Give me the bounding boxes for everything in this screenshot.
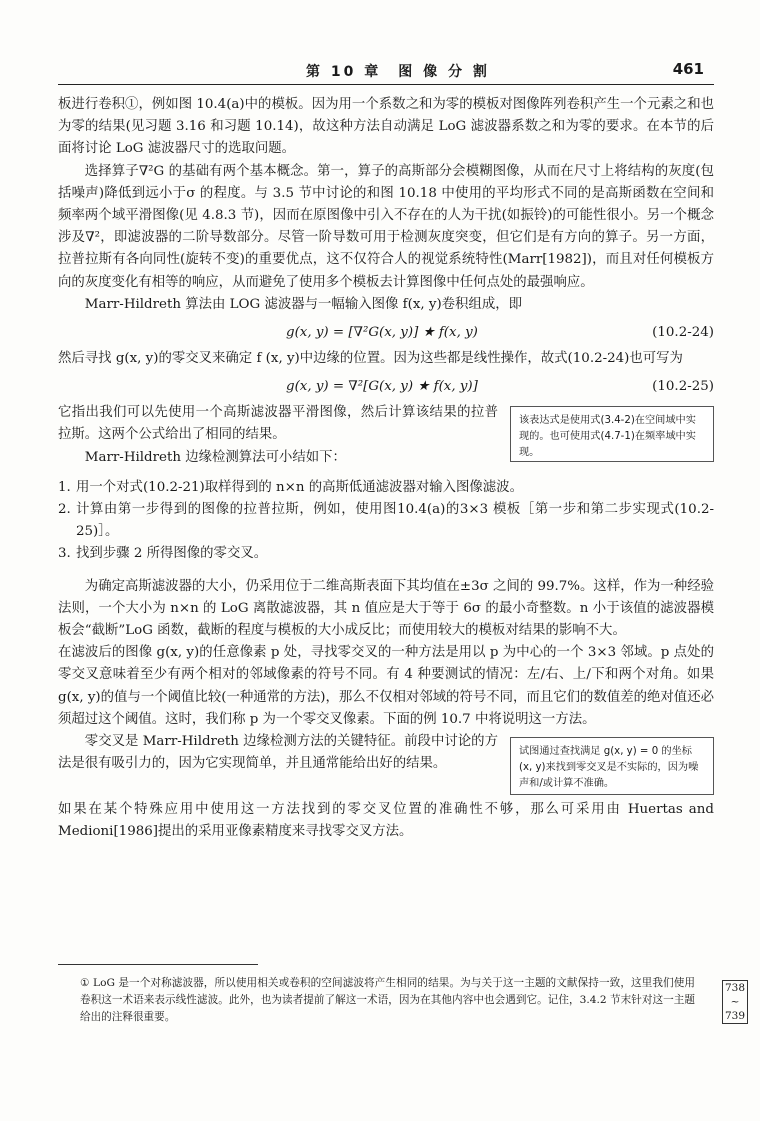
paragraph-10: 如果在某个特殊应用中使用这一方法找到的零交叉位置的准确性不够，那么可采用由 Huertas and Medioni[1986]提出的采用亚像素精度来寻找零交叉方法。 [58,802,714,840]
sidenote-box: 该表达式是使用式(3.4-2)在空间域中实现的。也可使用式(4.7-1)在频率域中实现。 [510,406,714,462]
paragraph-2: 选择算子∇²G 的基础有两个基本概念。第一，算子的高斯部分会模糊图像，从而在尺寸上将结构的灰度(包括噪声)降低到远小于σ 的程度。与 3.5 节中讨论的和图 10.18 中使用的平均形式不同的是高斯函数在空间和频率两个域平滑图像(见 4.8.3 节)，因而在原图像中引入不存在的人为干扰(如振铃)的可能性很小。另一个概念涉及∇²，即滤波器的二阶导数部分。尽管一阶导数可用于检测灰度突变，但它们是有方向的算子。另一方面，拉普拉斯有各向同性(旋转不变)的重要优点，这不仅符合人的视觉系统特性(Marr[1982])，而且对任何模板方向的灰度变化有相等的响应，从而避免了使用多个模板去计算图像中任何点处的最强响应。 [58,163,714,290]
algorithm-steps [58,477,714,566]
paragraph-8: 在滤波后的图像 g(x, y)的任意像素 p 处，寻找零交叉的一种方法是用以 p 为中心的一个 3×3 邻域。p 点处的零交叉意味着至少有两个相对的邻域像素的符号不同。有 4 种要测试的情况：左/右、上/下和两个对角。如果 g(x, y)的值与一个阈值比较(一种通常的方法)，那么不仅相对邻域的符号不同，而且它们的数值差的绝对值还必须超过这个阈值。这时，我们称 p 为一个零交叉像素。下面的例 10.7 中将说明这一方法。 [58,645,714,727]
sidenote-box: 试图通过查找满足 g(x, y) = 0 的坐标(x, y)来找到零交叉是不实际的，因为噪声和/或计算不准确。 [510,737,714,795]
margin-page-reference [722,980,748,1024]
paragraph-6: Marr-Hildreth 边缘检测算法可小结如下： [84,449,346,465]
equation-expression: g(x, y) = [∇²G(x, y)] ★ f(x, y) [286,325,478,341]
page-number: 461 [672,60,704,78]
paragraph-5: 它指出我们可以先使用一个高斯滤波器平滑图像，然后计算该结果的拉普拉斯。这两个公式给出了相同的结果。 [58,405,498,443]
paragraph-3: Marr-Hildreth 算法由 LOG 滤波器与一幅输入图像 f(x, y)卷积组成，即 [84,296,523,312]
margin-ref-top: 738 [724,982,746,994]
list-item [58,499,714,543]
list-item [58,543,714,565]
margin-ref-mid: ~ [730,996,740,1008]
paragraph-4: 然后寻找 g(x, y)的零交叉来确定 f (x, y)中边缘的位置。因为这些都是线性操作，故式(10.2-24)也可写为 [58,351,683,367]
section-with-sidenote-2 [58,642,714,731]
step-text: 计算由第一步得到的图像的拉普拉斯，例如，使用图10.4(a)的3×3 模板［第一步和第二步实现式(10.2-25)］。 [76,502,714,540]
paragraph-1: 板进行卷积①，例如图 10.4(a)中的模板。因为用一个系数之和为零的模板对图像阵列卷积产生一个元素之和也为零的结果(见习题 3.16 和习题 10.14)，故这种方法自动满足 LoG 滤波器系数之和为零的要求。在本节的后面将讨论 LoG 滤波器尺寸的选取问题。 [58,97,714,157]
margin-ref-bottom: 739 [724,1010,746,1022]
step-text: 用一个对式(10.2-21)取样得到的 n×n 的高斯低通滤波器对输入图像滤波。 [76,479,523,495]
paragraph-9: 零交叉是 Marr-Hildreth 边缘检测方法的关键特征。前段中讨论的方法是很有吸引力的，因为它实现简单，并且通常能给出好的结果。 [58,734,498,772]
step-text: 找到步骤 2 所得图像的零交叉。 [76,546,268,562]
footnote-divider [58,964,258,965]
step-number: 3. [58,546,71,562]
paragraph-7: 为确定高斯滤波器的大小，仍采用位于二维高斯表面下其均值在±3σ 之间的 99.7%。这样，作为一种经验法则，一个大小为 n×n 的 LoG 离散滤波器，其 n 值应是大于等于 6σ 的最小奇整数。n 小于该值的滤波器模板会“截断”LoG 函数，截断的程度与模板的大小成反比；而使用较大的模板对结果的影响不大。 [58,578,714,639]
equation-number: (10.2-24) [652,325,714,341]
equation-number: (10.2-25) [652,379,714,395]
footnote: ① LoG 是一个对称滤波器，所以使用相关或卷积的空间滤波将产生相同的结果。为与关于这一主题的文献保持一致，这里我们使用卷积这一术语来表示线性滤波。此外，也为读者提前了解这一术语，因为在其他内容中也会遇到它。记住，3.4.2 节末针对这一主题给出的注释很重要。 [80,977,695,1023]
equation-10-2-24 [58,320,714,346]
page-body [58,94,714,843]
section-with-sidenote-2b [58,731,714,799]
chapter-title: 第 10 章 图 像 分 割 [306,64,490,80]
page-header [58,58,714,85]
step-number: 2. [58,502,71,518]
section-with-sidenote-1 [58,402,714,469]
step-number: 1. [58,479,71,495]
list-item [58,477,714,499]
equation-10-2-25 [58,374,714,400]
equation-expression: g(x, y) = ∇²[G(x, y) ★ f(x, y)] [286,379,478,395]
